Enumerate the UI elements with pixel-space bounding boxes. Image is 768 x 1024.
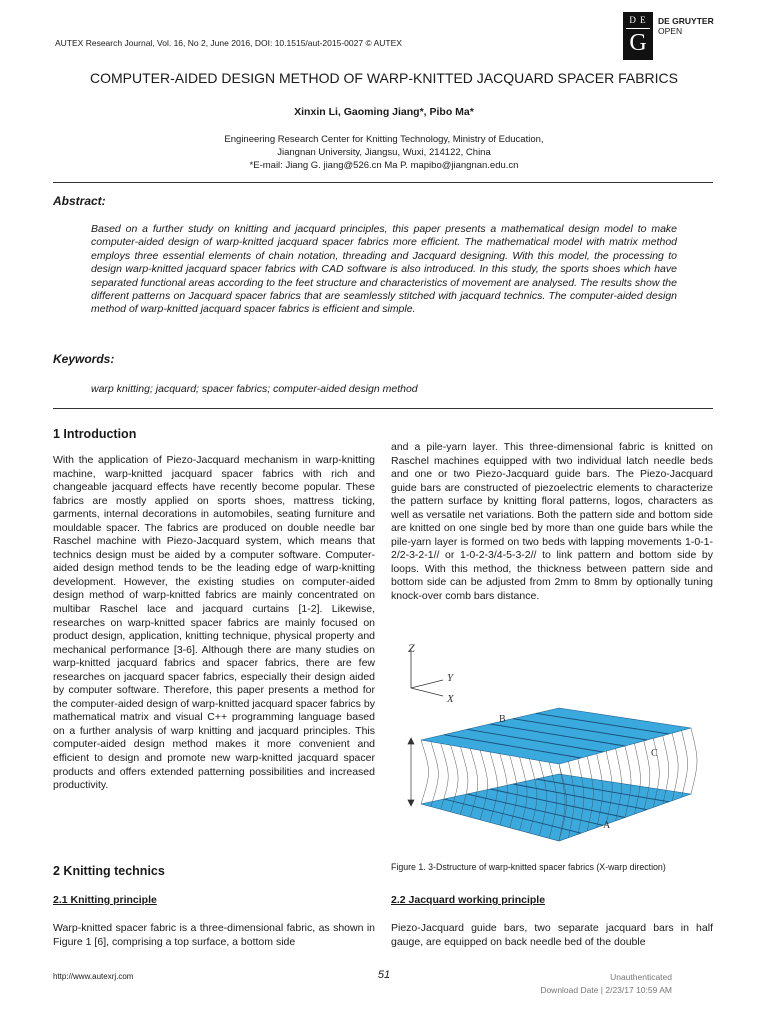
axis-z-label: Z (408, 641, 415, 655)
axis-x-label: X (447, 693, 454, 705)
knitting-principle-text: Warp-knitted spacer fabric is a three-dimensional fabric, as shown in Figure 1 [6], comprising a top surface, a bottom side (53, 922, 375, 948)
publisher-title: DE GRUYTER (658, 16, 714, 26)
introduction-text: With the application of Piezo-Jacquard mechanism in warp-knitting machine, warp-knitted jacquard spacer fabrics with rich and changeable jacquard effects have recently become popular. These fabrics are mostly applied on sports shoes, mattress ticking, garments, internal decorations in automobiles, seating furniture and mouldable spacer. The fabrics are produced on double needle bar Raschel machine with Piezo-Jacquard system, which means that technics design must be aided by a computer software. Computer-aided design method tends to be the leading edge of warp-knitting development. However, the existing studies on computer-aided design method of warp-knitted fabrics are mainly concentrated on multibar Raschel lace and jacquard curtains [1-2]. Likewise, researches on warp-knitted spacer fabrics are mainly focused on product design, application, knitting technique, physical property and mechanical performance [3-6]. Although there are many studies on warp-knitted jacquard fabrics and spacer fabrics, there are few researches on jacquard spacer fabrics, especially their design aided by computer software. Therefore, this paper presents a method for the computer-aided design of warp-knitted jacquard spacer fabrics by mathematical matrix and visual C++ programming language based on a further analysis of warp knitting and jacquard principles. This computer-aided design method makes it more convenient and efficient to design and promote new warp-knitted jacquard spacer products and offers extended patterning possibilities and increased productivity. (53, 454, 375, 792)
knitting-technics-heading: 2 Knitting technics (53, 864, 165, 878)
journal-citation: AUTEX Research Journal, Vol. 16, No 2, June 2016, DOI: 10.1515/aut-2015-0027 © AUTEX (55, 38, 402, 48)
affiliation (0, 133, 768, 172)
right-column-text: and a pile-yarn layer. This three-dimensional fabric is knitted on Raschel machines equipped with two individual latch needle beds and one or two Piezo-Jacquard guide bars. The Piezo-Jacquard guide bars are constructed of piezoelectric elements to characterize the pattern surface by knitting floral patterns, logos, characters as well as versatile net variations. Both the pattern side and bottom side are knitted on one single bed by more than one guide bars while the pile-yarn layer is formed on two beds with lapping movements 1-0-1-2/2-3-2-1// or 1-0-2-3/4-5-3-2// to link pattern and bottom side by loops. With this method, the thickness between pattern side and bottom side can be adjusted from 2mm to 8mm by optionally tuning knock-over comb bars distance. (391, 441, 713, 603)
divider (53, 182, 713, 183)
jacquard-principle-heading: 2.2 Jacquard working principle (391, 894, 546, 906)
figure-caption: Figure 1. 3-Dstructure of warp-knitted spacer fabrics (X-warp direction) (391, 862, 666, 872)
paper-title: COMPUTER-AIDED DESIGN METHOD OF WARP-KNITTED JACQUARD SPACER FABRICS (89, 70, 679, 86)
affiliation-line: Jiangnan University, Jiangsu, Wuxi, 214122, China (277, 147, 491, 158)
pile-yarn (431, 742, 439, 807)
jacquard-principle-text: Piezo-Jacquard guide bars, two separate jacquard bars in half gauge, are equipped on back needle bed of the double (391, 922, 713, 948)
label-a: A (603, 820, 611, 831)
label-b: B (499, 714, 506, 725)
affiliation-line: Engineering Research Center for Knitting Technology, Ministry of Education, (224, 134, 544, 145)
spacer-fabric-figure (391, 636, 713, 856)
logo-g: G (626, 28, 650, 57)
paper-authors: Xinxin Li, Gaoming Jiang*, Pibo Ma* (294, 106, 474, 118)
unauthenticated-notice: Unauthenticated (610, 972, 672, 982)
pile-yarn (672, 733, 678, 801)
axis-y-label: Y (447, 672, 454, 684)
axes-icon (411, 650, 443, 696)
publisher-name (658, 16, 714, 36)
affiliation-email: *E-mail: Jiang G. jiang@526.cn Ma P. mapibo@jiangnan.edu.cn (249, 160, 519, 171)
abstract-heading: Abstract: (53, 194, 106, 208)
label-c: C (651, 748, 658, 759)
knitting-principle-heading: 2.1 Knitting principle (53, 894, 157, 906)
logo-letters: D E (629, 15, 647, 25)
page-number: 51 (377, 969, 391, 981)
pile-yarn (691, 728, 697, 794)
divider (53, 408, 713, 409)
pile-yarn (421, 740, 429, 804)
thickness-arrow-icon (408, 738, 414, 806)
pile-yarn (682, 731, 688, 798)
footer-url[interactable]: http://www.autexrj.com (53, 972, 134, 981)
keywords-text: warp knitting; jacquard; spacer fabrics; computer-aided design method (91, 383, 418, 395)
abstract-text: Based on a further study on knitting and jacquard principles, this paper presents a mathematical design model to make computer-aided design of warp-knitted jacquard spacer fabrics more efficient. The mathematical model with matrix method employs three essential elements of chain notation, threading and Jacquard designing. With this model, the processing to design warp-knitted jacquard spacer fabrics with CAD software is also introduced. In this study, the sports shoes which have separated functional areas according to the feet structure and characteristics of movement are analysed. The results show the different patterns on Jacquard spacer fabrics that are seamlessly stitched with jacquard technics. The computer-aided design method of warp-knitted jacquard spacer fabrics is efficient and simple. (91, 223, 677, 316)
introduction-heading: 1 Introduction (53, 427, 137, 441)
publisher-subtitle: OPEN (658, 26, 683, 36)
keywords-heading: Keywords: (53, 352, 115, 366)
download-date: Download Date | 2/23/17 10:59 AM (540, 985, 672, 995)
de-gruyter-logo (623, 12, 653, 60)
